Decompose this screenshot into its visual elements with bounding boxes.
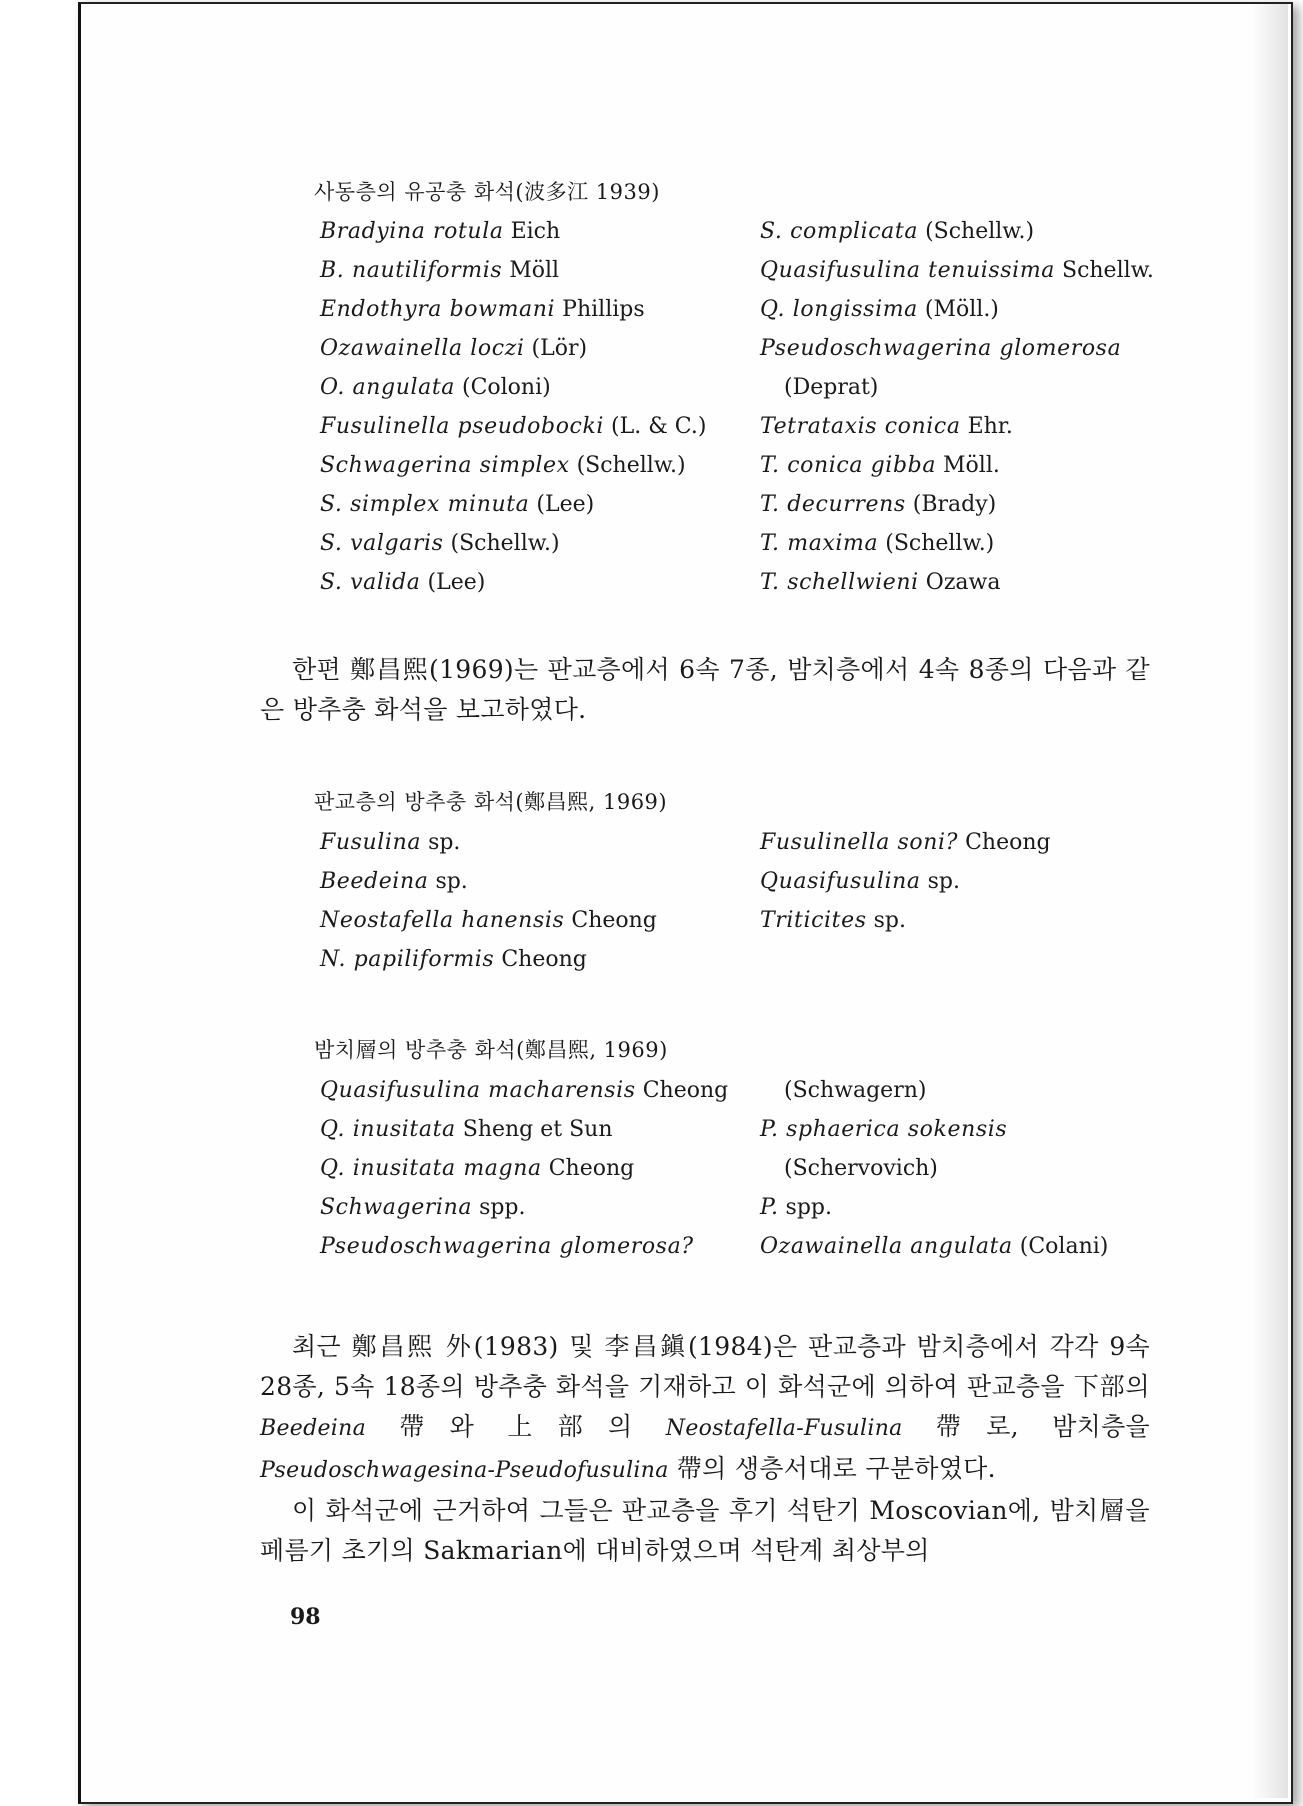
- species-entry: [760, 212, 1154, 251]
- species-name: Pseudoschwagerina glomerosa: [760, 336, 1122, 361]
- section-title-pangyo: 판교층의 방추충 화석(鄭昌熙, 1969): [314, 790, 668, 814]
- species-author: (Schervovich): [784, 1156, 938, 1181]
- species-author: Cheong: [501, 947, 587, 972]
- species-author: spp.: [479, 1195, 526, 1220]
- species-entry: [320, 407, 706, 446]
- species-name: Triticites: [760, 908, 867, 933]
- species-entry: [760, 1071, 1108, 1110]
- species-list-left: [320, 1071, 728, 1266]
- species-name: S. simplex minuta: [320, 492, 530, 517]
- species-entry: [320, 901, 657, 940]
- taxon-name: Beedeina: [260, 1416, 367, 1441]
- species-list-right: [760, 212, 1154, 602]
- species-list-right: [760, 823, 1051, 940]
- species-name: Q. inusitata magna: [320, 1156, 542, 1181]
- species-author: Eich: [510, 219, 561, 244]
- species-name: Quasifusulina tenuissima: [760, 258, 1055, 283]
- species-author: Cheong: [571, 908, 657, 933]
- species-name: Tetrataxis conica: [760, 414, 961, 439]
- text-run: 帶와 上部의: [366, 1412, 666, 1441]
- species-entry: [760, 1227, 1108, 1266]
- species-list-right: [760, 1071, 1108, 1266]
- species-name: P.: [760, 1195, 779, 1220]
- species-name: Neostafella hanensis: [320, 908, 565, 933]
- species-name: Q. longissima: [760, 297, 918, 322]
- species-author: Phillips: [562, 297, 645, 322]
- species-entry: [320, 251, 706, 290]
- species-list-left: [320, 212, 706, 602]
- species-name: Schwagerina: [320, 1195, 473, 1220]
- taxon-name: Pseudoschwagesina-Pseudofusulina: [260, 1458, 669, 1483]
- species-author: Cheong: [548, 1156, 635, 1181]
- species-author: Schellw.: [1062, 258, 1154, 283]
- species-name: Quasifusulina: [760, 869, 921, 894]
- species-author: Sheng et Sun: [462, 1117, 613, 1142]
- species-name: T. decurrens: [760, 492, 906, 517]
- species-author: (Brady): [912, 492, 997, 517]
- species-name: Bradyina rotula: [320, 219, 504, 244]
- species-entry: [320, 485, 706, 524]
- species-entry: [320, 290, 706, 329]
- species-author: (Lör): [531, 336, 588, 361]
- species-entry: [320, 212, 706, 251]
- species-name: Endothyra bowmani: [320, 297, 556, 322]
- species-author: Cheong: [965, 830, 1051, 855]
- species-entry: [320, 862, 657, 901]
- species-name: T. conica gibba: [760, 453, 937, 478]
- section-title-sadong: 사동층의 유공충 화석(波多江 1939): [314, 180, 660, 204]
- species-author: spp.: [785, 1195, 832, 1220]
- species-name: Ozawainella angulata: [760, 1234, 1013, 1259]
- species-name: S. valida: [320, 570, 421, 595]
- species-author: (Coloni): [461, 375, 551, 400]
- species-entry: [760, 563, 1154, 602]
- text-run: 帶의 생층서대로 구분하였다.: [668, 1454, 996, 1483]
- paragraph-text: 이 화석군에 근거하여 그들은 판교층을 후기 석탄기 Moscovian에, 밤치層을 페름기 초기의 Sakmarian에 대비하였으며 석탄계 최상부의: [260, 1496, 1150, 1565]
- species-author: Möll.: [943, 453, 1000, 478]
- species-name: S. complicata: [760, 219, 919, 244]
- species-name: Schwagerina simplex: [320, 453, 570, 478]
- species-entry: [760, 1188, 1108, 1227]
- species-author: (L. & C.): [611, 414, 707, 439]
- species-entry: [760, 368, 1154, 407]
- species-entry: [760, 524, 1154, 563]
- species-name: Ozawainella loczi: [320, 336, 525, 361]
- species-author: sp.: [927, 869, 960, 894]
- section-title-bamchi: 밤치層의 방추충 화석(鄭昌熙, 1969): [314, 1038, 668, 1062]
- species-entry: [320, 563, 706, 602]
- species-author: sp.: [435, 869, 468, 894]
- species-entry: [320, 368, 706, 407]
- paragraph-intro-cheong: [260, 650, 1150, 730]
- species-author: Cheong: [642, 1078, 729, 1103]
- species-entry: [320, 1071, 728, 1110]
- species-entry: [760, 1110, 1108, 1149]
- species-author: sp.: [428, 830, 461, 855]
- species-entry: [320, 524, 706, 563]
- species-author: (Möll.): [924, 297, 999, 322]
- species-entry: [760, 862, 1051, 901]
- species-name: T. maxima: [760, 531, 879, 556]
- species-name: Beedeina: [320, 869, 429, 894]
- species-author: (Lee): [536, 492, 595, 517]
- species-author: (Lee): [427, 570, 486, 595]
- text-run: 帶로, 밤치층을: [902, 1412, 1150, 1441]
- species-name: Fusulinella soni?: [760, 830, 959, 855]
- species-entry: [320, 1188, 728, 1227]
- page-number: 98: [290, 1604, 321, 1630]
- species-list-left: [320, 823, 657, 979]
- species-author: (Schellw.): [450, 531, 560, 556]
- species-author: Möll: [509, 258, 560, 283]
- species-name: B. nautiliformis: [320, 258, 503, 283]
- species-entry: [760, 1149, 1108, 1188]
- species-name: O. angulata: [320, 375, 455, 400]
- paragraph-text: 한편 鄭昌熙(1969)는 판교층에서 6속 7종, 밤치층에서 4속 8종의 다음과 같은 방추충 화석을 보고하였다.: [260, 655, 1150, 724]
- species-name: Fusulina: [320, 830, 422, 855]
- species-entry: [320, 940, 657, 979]
- species-entry: [760, 407, 1154, 446]
- species-entry: [760, 446, 1154, 485]
- species-author: sp.: [873, 908, 906, 933]
- species-entry: [320, 1149, 728, 1188]
- text-run: 최근 鄭昌熙 外(1983) 및 李昌鎭(1984)은 판교층과 밤치층에서 각각 9속 28종, 5속 18종의 방추충 화석을 기재하고 이 화석군에 의하여 판교층을 下部의: [260, 1332, 1150, 1401]
- species-author: (Deprat): [784, 375, 879, 400]
- species-author: (Schellw.): [885, 531, 995, 556]
- species-entry: [320, 1227, 728, 1266]
- paragraph-text: [260, 1327, 1150, 1491]
- paragraph-biostratigraphy: [260, 1327, 1150, 1571]
- species-entry: [320, 823, 657, 862]
- species-name: Quasifusulina macharensis: [320, 1078, 636, 1103]
- species-name: Pseudoschwagerina glomerosa?: [320, 1234, 694, 1259]
- species-entry: [760, 251, 1154, 290]
- species-author: Ozawa: [925, 570, 1001, 595]
- species-entry: [760, 485, 1154, 524]
- species-author: Ehr.: [967, 414, 1013, 439]
- species-entry: [320, 446, 706, 485]
- species-name: Fusulinella pseudobocki: [320, 414, 605, 439]
- species-entry: [760, 901, 1051, 940]
- species-name: N. papiliformis: [320, 947, 495, 972]
- species-entry: [320, 1110, 728, 1149]
- species-entry: [320, 329, 706, 368]
- species-entry: [760, 290, 1154, 329]
- species-name: S. valgaris: [320, 531, 444, 556]
- species-entry: [760, 823, 1051, 862]
- species-author: (Colani): [1019, 1234, 1109, 1259]
- species-author: (Schwagern): [784, 1078, 927, 1103]
- taxon-name: Neostafella-Fusulina: [665, 1416, 903, 1441]
- species-name: Q. inusitata: [320, 1117, 456, 1142]
- species-entry: [760, 329, 1154, 368]
- species-name: P. sphaerica sokensis: [760, 1117, 1008, 1142]
- species-name: T. schellwieni: [760, 570, 919, 595]
- species-author: (Schellw.): [925, 219, 1035, 244]
- species-author: (Schellw.): [576, 453, 686, 478]
